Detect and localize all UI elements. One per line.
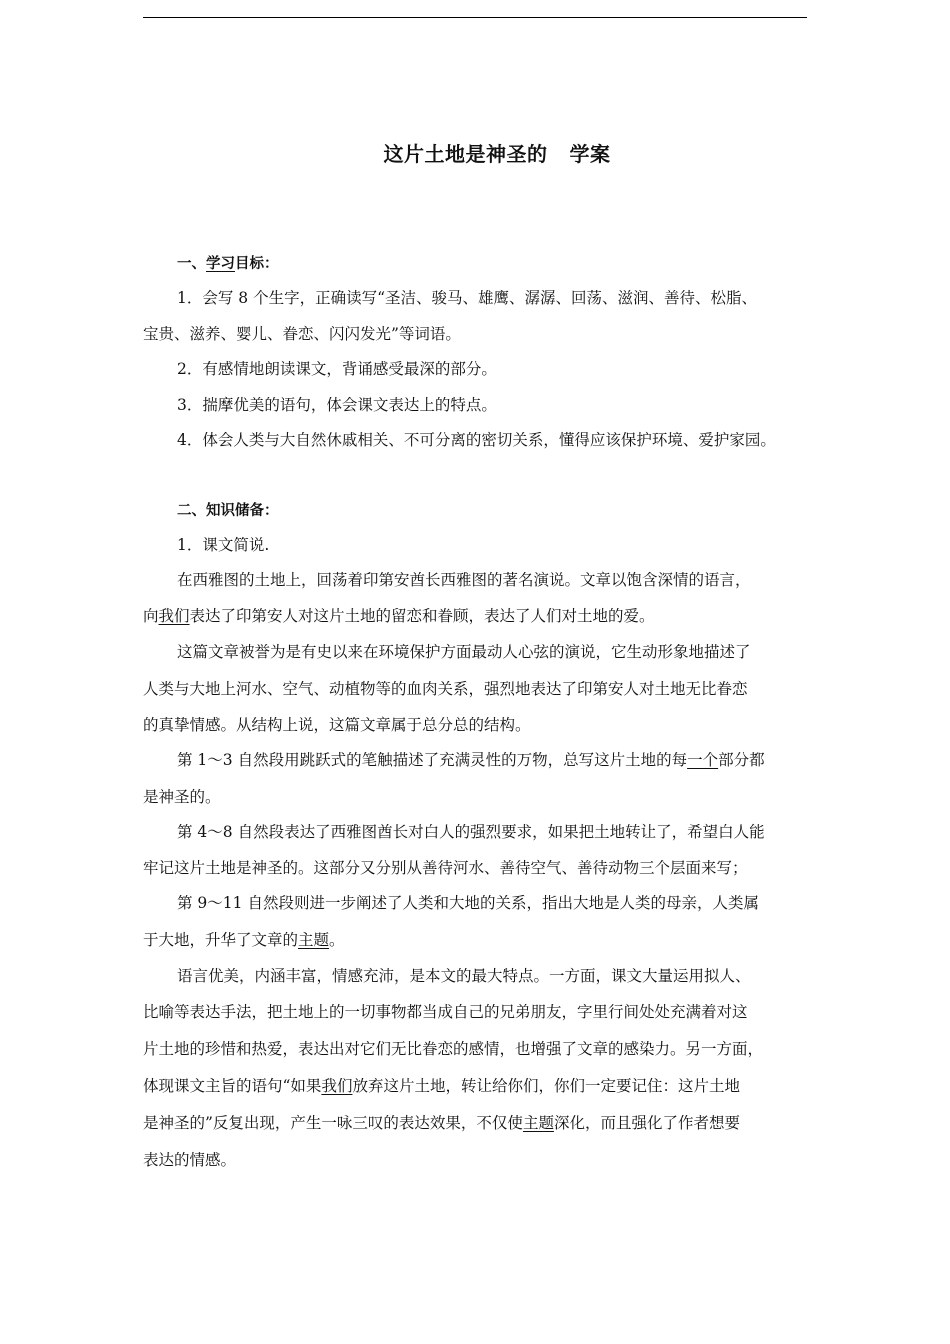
- paragraph-6-line-4: 体现课文主旨的语句“如果我们放弃这片土地，转让给你们，你们一定要记住：这片土地: [143, 1077, 740, 1095]
- paragraph-4-line-2: 牢记这片土地是神圣的。这部分又分别从善待河水、善待空气、善待动物三个层面来写；: [143, 859, 748, 877]
- paragraph-2-line-1: 这篇文章被誉为是有史以来在环境保护方面最动人心弦的演说，它生动形象地描述了: [177, 643, 751, 661]
- header-rule: [143, 17, 807, 18]
- goal-item-1-line-2: 宝贵、滋养、婴儿、眷恋、闪闪发光”等词语。: [143, 325, 461, 343]
- subheading-text-summary: 1．课文简说.: [177, 536, 270, 554]
- page-title: [143, 138, 851, 167]
- section-heading-knowledge: 二、知识储备：: [177, 503, 279, 519]
- paragraph-6-line-1: 语言优美，内涵丰富，情感充沛，是本文的最大特点。一方面，课文大量运用拟人、: [177, 967, 751, 985]
- goal-item-4: 4．体会人类与大自然休戚相关、不可分离的密切关系，懂得应该保护环境、爱护家园。: [177, 431, 776, 449]
- title-suffix: 学案: [569, 142, 611, 166]
- paragraph-3-line-1: 第 1～3 自然段用跳跃式的笔触描述了充满灵性的万物，总写这片土地的每一个部分都: [177, 751, 765, 769]
- paragraph-5-line-1: 第 9～11 自然段则进一步阐述了人类和大地的关系，指出大地是人类的母亲，人类属: [177, 894, 759, 912]
- title-main: 这片土地是神圣的: [383, 142, 548, 166]
- goal-item-2: 2．有感情地朗读课文，背诵感受最深的部分。: [177, 360, 497, 378]
- paragraph-1-line-1: 在西雅图的土地上，回荡着印第安酋长西雅图的著名演说。文章以饱含深情的语言，: [177, 571, 751, 589]
- paragraph-6-line-3: 片土地的珍惜和热爱，表达出对它们无比眷恋的感情，也增强了文章的感染力。另一方面，: [143, 1040, 764, 1058]
- paragraph-1-line-2: 向我们表达了印第安人对这片土地的留恋和眷顾，表达了人们对土地的爱。: [143, 607, 655, 625]
- goal-item-3: 3．揣摩优美的语句，体会课文表达上的特点。: [177, 396, 497, 414]
- paragraph-2-line-2: 人类与大地上河水、空气、动植物等的血肉关系，强烈地表达了印第安人对土地无比眷恋: [143, 680, 748, 698]
- goal-item-1-line-1: 1．会写 8 个生字，正确读写“圣洁、骏马、雄鹰、潺潺、回荡、滋润、善待、松脂、: [177, 289, 758, 307]
- paragraph-6-line-2: 比喻等表达手法，把土地上的一切事物都当成自己的兄弟朋友，字里行间处处充满着对这: [143, 1003, 748, 1021]
- paragraph-2-line-3: 的真挚情感。从结构上说，这篇文章属于总分总的结构。: [143, 716, 531, 734]
- paragraph-6-line-6: 表达的情感。: [143, 1151, 237, 1169]
- paragraph-5-line-2: 于大地，升华了文章的主题。: [143, 931, 345, 949]
- section-heading-goals: 一、学习目标：: [177, 256, 279, 272]
- paragraph-3-line-2: 是神圣的。: [143, 788, 221, 806]
- paragraph-4-line-1: 第 4～8 自然段表达了西雅图酋长对白人的强烈要求，如果把土地转让了，希望白人能: [177, 823, 765, 841]
- paragraph-6-line-5: 是神圣的”反复出现，产生一咏三叹的表达效果，不仅使主题深化，而且强化了作者想要: [143, 1114, 740, 1132]
